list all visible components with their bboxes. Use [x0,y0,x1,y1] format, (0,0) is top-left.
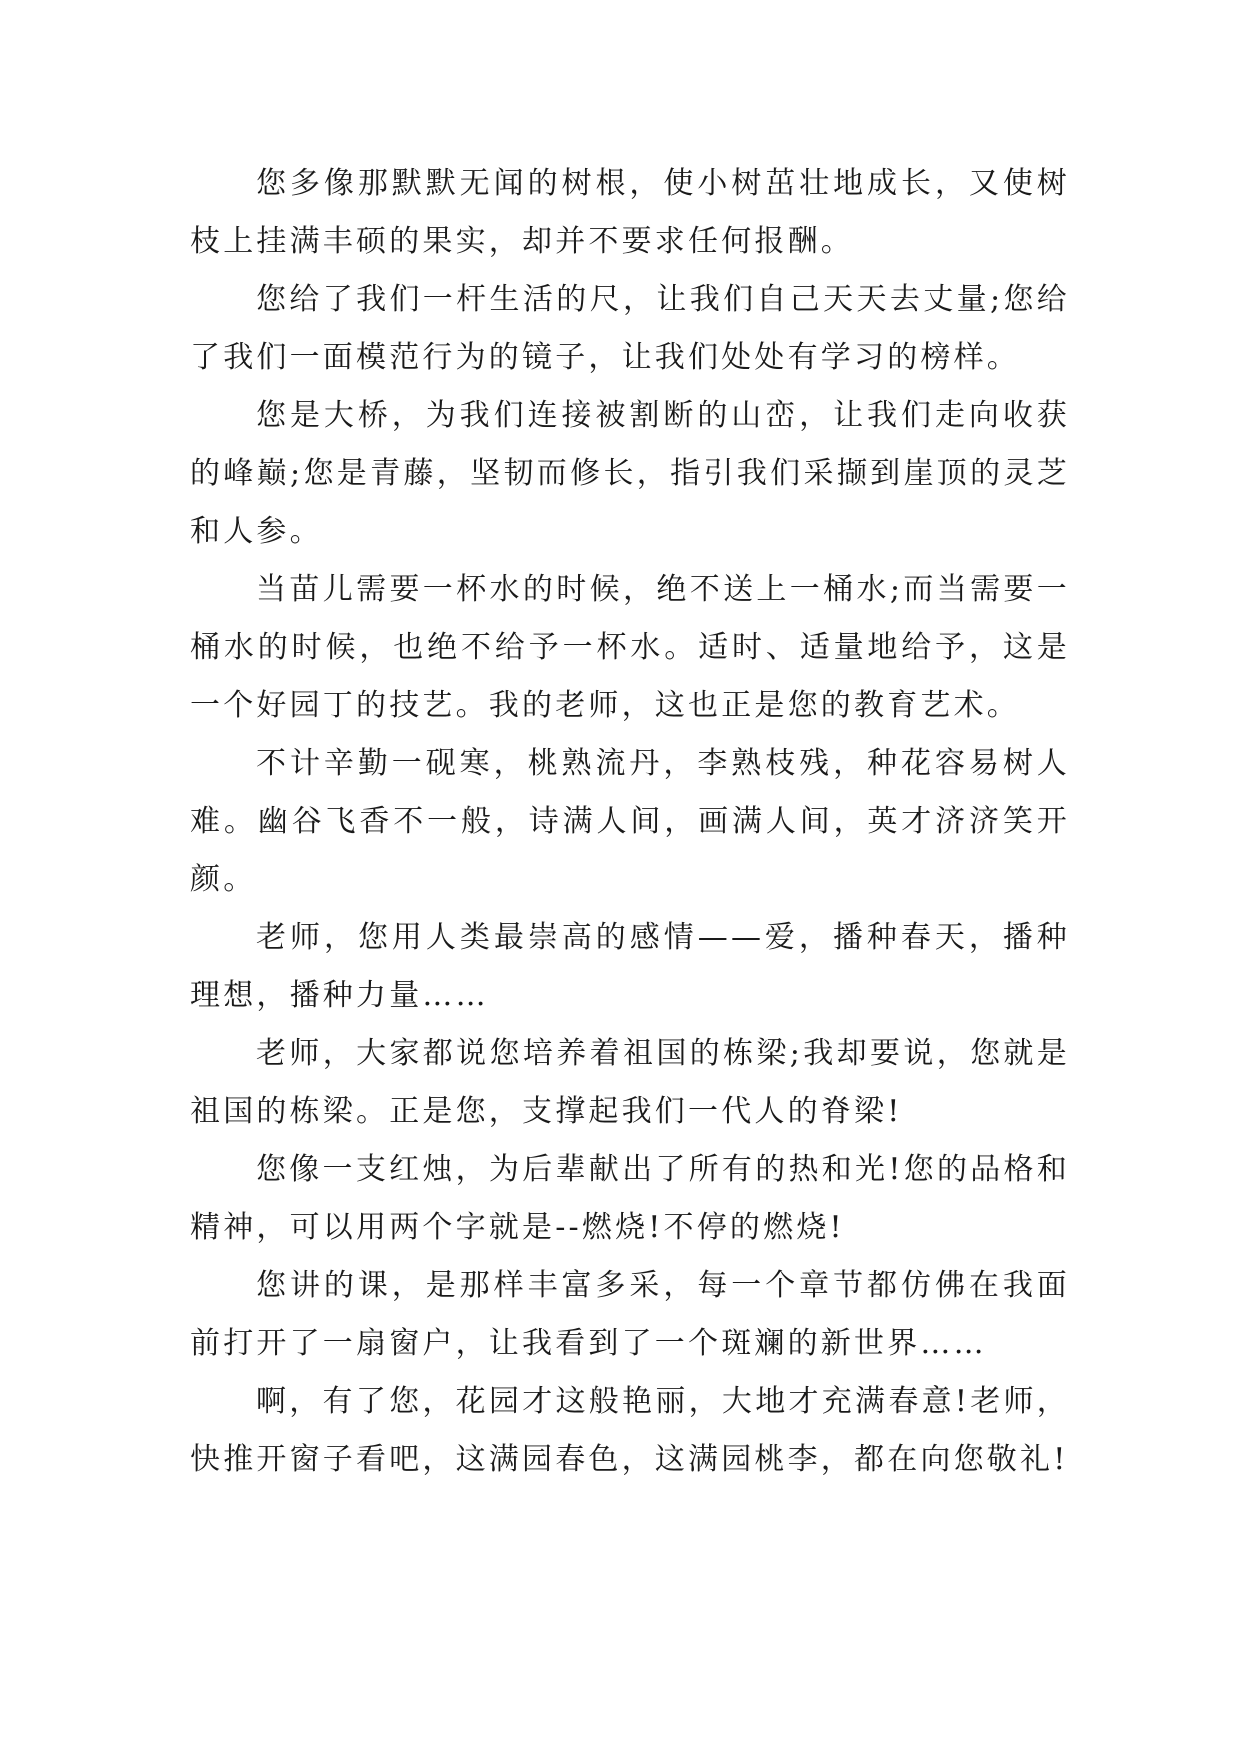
paragraph-5: 不计辛勤一砚寒，桃熟流丹，李熟枝残，种花容易树人难。幽谷飞香不一般，诗满人间，画满人间，英才济济笑开颜。 [190,746,1070,897]
paragraph-6: 老师，您用人类最崇高的感情——爱，播种春天，播种理想，播种力量…… [190,920,1070,1013]
paragraph-9: 您讲的课，是那样丰富多采，每一个章节都仿佛在我面前打开了一扇窗户，让我看到了一个斑斓的新世界…… [190,1268,1070,1361]
paragraph-4: 当苗儿需要一杯水的时候，绝不送上一桶水;而当需要一桶水的时候，也绝不给予一杯水。适时、适量地给予，这是一个好园丁的技艺。我的老师，这也正是您的教育艺术。 [190,572,1070,723]
paragraph-3: 您是大桥，为我们连接被割断的山峦，让我们走向收获的峰巅;您是青藤，坚韧而修长，指引我们采撷到崖顶的灵芝和人参。 [190,398,1070,549]
paragraph-10: 啊，有了您，花园才这般艳丽，大地才充满春意!老师，快推开窗子看吧，这满园春色，这满园桃李，都在向您敬礼! [190,1384,1070,1477]
paragraph-2: 您给了我们一杆生活的尺，让我们自己天天去丈量;您给了我们一面模范行为的镜子，让我们处处有学习的榜样。 [190,282,1070,375]
paragraph-7: 老师，大家都说您培养着祖国的栋梁;我却要说，您就是祖国的栋梁。正是您，支撑起我们一代人的脊梁! [190,1036,1070,1129]
paragraph-1: 您多像那默默无闻的树根，使小树茁壮地成长，又使树枝上挂满丰硕的果实，却并不要求任何报酬。 [190,166,1070,259]
document-body [190,155,1070,1489]
paragraph-8: 您像一支红烛，为后辈献出了所有的热和光!您的品格和精神，可以用两个字就是--燃烧!不停的燃烧! [190,1152,1070,1245]
